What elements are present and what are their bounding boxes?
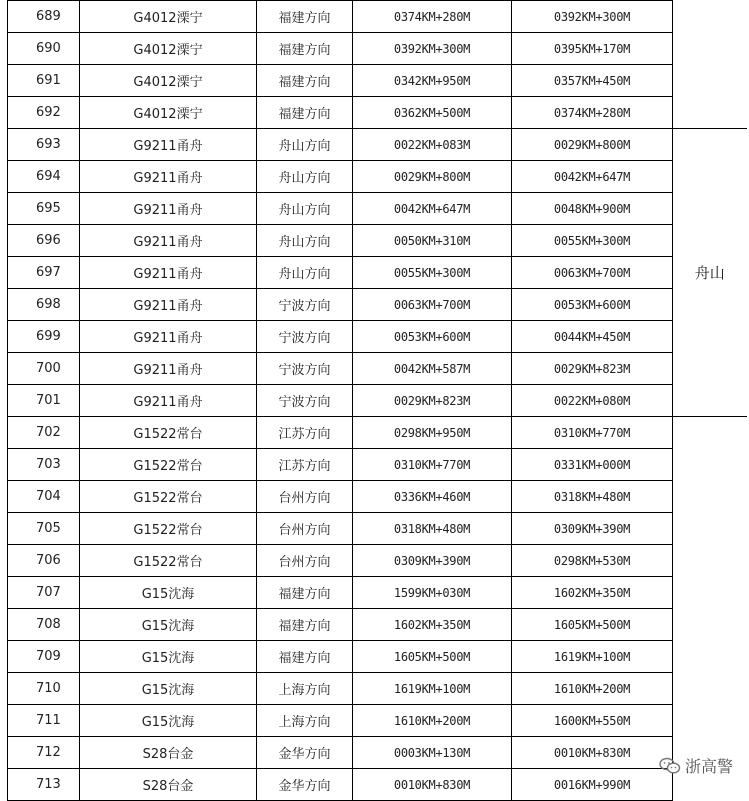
cell-start-stake: 0362KM+500M bbox=[353, 97, 512, 129]
cell-direction: 宁波方向 bbox=[257, 385, 353, 417]
table-row bbox=[8, 705, 747, 737]
cell-start-stake: 0029KM+800M bbox=[353, 161, 512, 193]
cell-start-stake: 0336KM+460M bbox=[353, 481, 512, 513]
cell-number: 694 bbox=[8, 161, 80, 193]
table-row bbox=[8, 33, 747, 65]
cell-road: G9211甬舟 bbox=[80, 225, 257, 257]
cell-road: G9211甬舟 bbox=[80, 353, 257, 385]
cell-number: 710 bbox=[8, 673, 80, 705]
cell-number: 695 bbox=[8, 193, 80, 225]
table-row bbox=[8, 737, 747, 769]
table-row bbox=[8, 545, 747, 577]
cell-road: G4012溧宁 bbox=[80, 97, 257, 129]
cell-road: S28台金 bbox=[80, 737, 257, 769]
cell-end-stake: 1619KM+100M bbox=[512, 641, 673, 673]
cell-number: 704 bbox=[8, 481, 80, 513]
cell-region-zhoushan: 舟山 bbox=[673, 129, 747, 417]
cell-start-stake: 0053KM+600M bbox=[353, 321, 512, 353]
cell-end-stake: 0029KM+800M bbox=[512, 129, 673, 161]
table-row bbox=[8, 353, 747, 385]
cell-end-stake: 0374KM+280M bbox=[512, 97, 673, 129]
table-row bbox=[8, 385, 747, 417]
cell-end-stake: 0357KM+450M bbox=[512, 65, 673, 97]
cell-start-stake: 0050KM+310M bbox=[353, 225, 512, 257]
watermark-text: 浙高警 bbox=[684, 757, 733, 776]
cell-end-stake: 1602KM+350M bbox=[512, 577, 673, 609]
cell-road: G9211甬舟 bbox=[80, 385, 257, 417]
table-row bbox=[8, 289, 747, 321]
cell-road: G15沈海 bbox=[80, 641, 257, 673]
cell-direction: 福建方向 bbox=[257, 33, 353, 65]
table-row bbox=[8, 225, 747, 257]
cell-number: 692 bbox=[8, 97, 80, 129]
table-row bbox=[8, 609, 747, 641]
cell-end-stake: 0029KM+823M bbox=[512, 353, 673, 385]
cell-start-stake: 0029KM+823M bbox=[353, 385, 512, 417]
cell-start-stake: 0010KM+830M bbox=[353, 769, 512, 801]
cell-end-stake: 0063KM+700M bbox=[512, 257, 673, 289]
cell-number: 697 bbox=[8, 257, 80, 289]
cell-region-blank bbox=[673, 417, 747, 801]
cell-end-stake: 1600KM+550M bbox=[512, 705, 673, 737]
cell-road: G9211甬舟 bbox=[80, 289, 257, 321]
cell-start-stake: 0042KM+647M bbox=[353, 193, 512, 225]
cell-end-stake: 0022KM+080M bbox=[512, 385, 673, 417]
cell-direction: 宁波方向 bbox=[257, 321, 353, 353]
cell-road: G4012溧宁 bbox=[80, 65, 257, 97]
table-row bbox=[8, 417, 747, 449]
table-row bbox=[8, 161, 747, 193]
cell-road: G15沈海 bbox=[80, 609, 257, 641]
cell-direction: 福建方向 bbox=[257, 1, 353, 33]
cell-end-stake: 0331KM+000M bbox=[512, 449, 673, 481]
cell-start-stake: 1599KM+030M bbox=[353, 577, 512, 609]
cell-end-stake: 0048KM+900M bbox=[512, 193, 673, 225]
cell-start-stake: 1610KM+200M bbox=[353, 705, 512, 737]
highway-section-table bbox=[7, 0, 747, 801]
cell-start-stake: 0310KM+770M bbox=[353, 449, 512, 481]
cell-number: 689 bbox=[8, 1, 80, 33]
cell-number: 703 bbox=[8, 449, 80, 481]
cell-road: G9211甬舟 bbox=[80, 257, 257, 289]
cell-direction: 福建方向 bbox=[257, 641, 353, 673]
cell-end-stake: 0044KM+450M bbox=[512, 321, 673, 353]
cell-direction: 舟山方向 bbox=[257, 193, 353, 225]
table-body bbox=[8, 1, 747, 801]
cell-road: G15沈海 bbox=[80, 577, 257, 609]
table-row bbox=[8, 513, 747, 545]
cell-road: G1522常台 bbox=[80, 481, 257, 513]
table-row bbox=[8, 769, 747, 801]
table-row bbox=[8, 97, 747, 129]
table-row bbox=[8, 449, 747, 481]
cell-number: 709 bbox=[8, 641, 80, 673]
cell-start-stake: 0022KM+083M bbox=[353, 129, 512, 161]
cell-end-stake: 0016KM+990M bbox=[512, 769, 673, 801]
cell-direction: 舟山方向 bbox=[257, 225, 353, 257]
cell-start-stake: 0003KM+130M bbox=[353, 737, 512, 769]
cell-road: G9211甬舟 bbox=[80, 321, 257, 353]
cell-end-stake: 0318KM+480M bbox=[512, 481, 673, 513]
cell-direction: 福建方向 bbox=[257, 577, 353, 609]
cell-direction: 上海方向 bbox=[257, 705, 353, 737]
cell-start-stake: 0063KM+700M bbox=[353, 289, 512, 321]
cell-end-stake: 0010KM+830M bbox=[512, 737, 673, 769]
cell-road: G1522常台 bbox=[80, 545, 257, 577]
cell-direction: 台州方向 bbox=[257, 513, 353, 545]
cell-number: 693 bbox=[8, 129, 80, 161]
cell-region-blank bbox=[673, 1, 747, 129]
table-row bbox=[8, 193, 747, 225]
table-row bbox=[8, 129, 747, 161]
cell-end-stake: 0395KM+170M bbox=[512, 33, 673, 65]
cell-road: G15沈海 bbox=[80, 705, 257, 737]
cell-end-stake: 0298KM+530M bbox=[512, 545, 673, 577]
table-row bbox=[8, 1, 747, 33]
cell-end-stake: 0053KM+600M bbox=[512, 289, 673, 321]
cell-road: G9211甬舟 bbox=[80, 129, 257, 161]
cell-number: 699 bbox=[8, 321, 80, 353]
cell-direction: 宁波方向 bbox=[257, 353, 353, 385]
cell-start-stake: 1619KM+100M bbox=[353, 673, 512, 705]
cell-start-stake: 0042KM+587M bbox=[353, 353, 512, 385]
cell-direction: 舟山方向 bbox=[257, 129, 353, 161]
cell-direction: 金华方向 bbox=[257, 737, 353, 769]
cell-road: G4012溧宁 bbox=[80, 1, 257, 33]
table-row bbox=[8, 577, 747, 609]
wechat-chat-bubble-icon bbox=[659, 757, 681, 775]
cell-number: 711 bbox=[8, 705, 80, 737]
cell-start-stake: 0055KM+300M bbox=[353, 257, 512, 289]
cell-road: G9211甬舟 bbox=[80, 193, 257, 225]
cell-start-stake: 0309KM+390M bbox=[353, 545, 512, 577]
table-row bbox=[8, 673, 747, 705]
cell-direction: 福建方向 bbox=[257, 65, 353, 97]
cell-number: 706 bbox=[8, 545, 80, 577]
cell-start-stake: 1602KM+350M bbox=[353, 609, 512, 641]
cell-road: G4012溧宁 bbox=[80, 33, 257, 65]
cell-number: 691 bbox=[8, 65, 80, 97]
cell-number: 708 bbox=[8, 609, 80, 641]
cell-road: G1522常台 bbox=[80, 513, 257, 545]
cell-direction: 金华方向 bbox=[257, 769, 353, 801]
cell-number: 702 bbox=[8, 417, 80, 449]
cell-direction: 舟山方向 bbox=[257, 257, 353, 289]
cell-road: G9211甬舟 bbox=[80, 161, 257, 193]
table-row bbox=[8, 257, 747, 289]
cell-direction: 宁波方向 bbox=[257, 289, 353, 321]
table-row bbox=[8, 65, 747, 97]
cell-direction: 台州方向 bbox=[257, 481, 353, 513]
cell-road: S28台金 bbox=[80, 769, 257, 801]
table-row bbox=[8, 321, 747, 353]
cell-start-stake: 0298KM+950M bbox=[353, 417, 512, 449]
cell-number: 707 bbox=[8, 577, 80, 609]
cell-number: 700 bbox=[8, 353, 80, 385]
cell-direction: 上海方向 bbox=[257, 673, 353, 705]
cell-end-stake: 1610KM+200M bbox=[512, 673, 673, 705]
cell-number: 712 bbox=[8, 737, 80, 769]
cell-end-stake: 1605KM+500M bbox=[512, 609, 673, 641]
cell-direction: 福建方向 bbox=[257, 609, 353, 641]
cell-road: G1522常台 bbox=[80, 449, 257, 481]
cell-road: G1522常台 bbox=[80, 417, 257, 449]
cell-direction: 江苏方向 bbox=[257, 449, 353, 481]
cell-number: 698 bbox=[8, 289, 80, 321]
table-row bbox=[8, 641, 747, 673]
cell-direction: 福建方向 bbox=[257, 97, 353, 129]
cell-start-stake: 0392KM+300M bbox=[353, 33, 512, 65]
cell-end-stake: 0309KM+390M bbox=[512, 513, 673, 545]
cell-number: 713 bbox=[8, 769, 80, 801]
cell-number: 701 bbox=[8, 385, 80, 417]
cell-number: 690 bbox=[8, 33, 80, 65]
cell-end-stake: 0310KM+770M bbox=[512, 417, 673, 449]
cell-direction: 舟山方向 bbox=[257, 161, 353, 193]
cell-number: 696 bbox=[8, 225, 80, 257]
cell-end-stake: 0042KM+647M bbox=[512, 161, 673, 193]
watermark bbox=[659, 754, 733, 777]
cell-direction: 台州方向 bbox=[257, 545, 353, 577]
cell-end-stake: 0392KM+300M bbox=[512, 1, 673, 33]
table-row bbox=[8, 481, 747, 513]
cell-start-stake: 0342KM+950M bbox=[353, 65, 512, 97]
cell-number: 705 bbox=[8, 513, 80, 545]
cell-road: G15沈海 bbox=[80, 673, 257, 705]
cell-direction: 江苏方向 bbox=[257, 417, 353, 449]
cell-start-stake: 0374KM+280M bbox=[353, 1, 512, 33]
cell-end-stake: 0055KM+300M bbox=[512, 225, 673, 257]
cell-start-stake: 1605KM+500M bbox=[353, 641, 512, 673]
cell-start-stake: 0318KM+480M bbox=[353, 513, 512, 545]
